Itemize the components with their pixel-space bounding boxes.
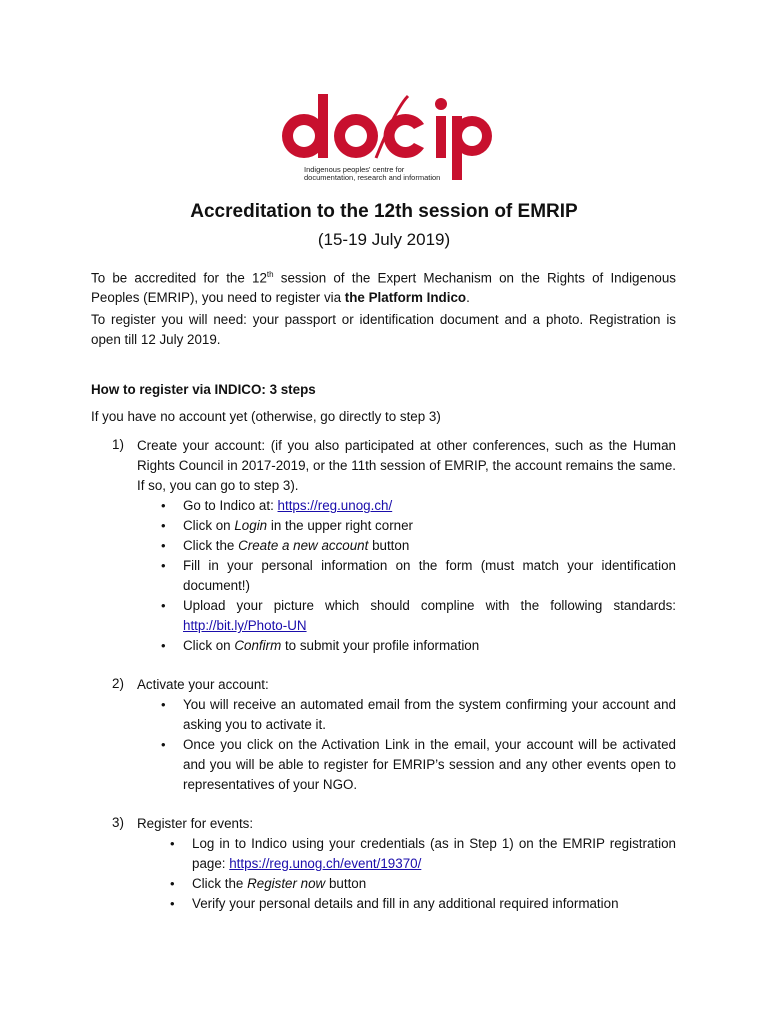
bullet-emphasis: Login xyxy=(234,518,268,533)
list-item xyxy=(170,874,676,894)
intro-p1-end: . xyxy=(466,290,470,306)
intro-p1-bold: the Platform Indico xyxy=(344,290,467,306)
step-1-bullets xyxy=(161,496,676,656)
list-item xyxy=(161,516,676,536)
intro-p1-text-b: session of the Expert Mechanism on the Rights of Indigenous Peoples (EMRIP), you need to register via xyxy=(91,270,676,306)
bullet-icon: • xyxy=(161,697,166,712)
bullet-icon: • xyxy=(170,876,175,891)
photo-standards-link[interactable]: http://bit.ly/Photo-UN xyxy=(183,618,307,633)
bullet-emphasis: Register now xyxy=(247,876,326,891)
bullet-emphasis: Confirm xyxy=(234,638,282,653)
step-2-number: 2) xyxy=(112,676,124,691)
howto-heading: How to register via INDICO: 3 steps xyxy=(91,382,316,397)
bullet-text: Log in to Indico using your credentials (as in Step 1) on the EMRIP registration page: xyxy=(192,836,676,871)
list-item xyxy=(161,556,676,596)
list-item xyxy=(170,894,676,914)
step-2-text: Activate your account: xyxy=(137,677,269,692)
intro-paragraph-2: To register you will need: your passport or identification document and a photo. Registration is open till 12 July 2019. xyxy=(91,312,676,347)
list-item xyxy=(161,636,676,656)
step-3-bullets xyxy=(170,834,676,914)
bullet-text: Click the xyxy=(192,876,248,891)
bullet-icon: • xyxy=(161,558,166,573)
page-title: Accreditation to the 12th session of EMRIP xyxy=(190,201,578,222)
bullet-text: to submit your profile information xyxy=(281,638,480,653)
list-item xyxy=(161,735,676,795)
step-2-bullets xyxy=(161,695,676,795)
emrip-registration-link[interactable]: https://reg.unog.ch/event/19370/ xyxy=(229,856,422,871)
howto-note: If you have no account yet (otherwise, go directly to step 3) xyxy=(91,409,441,424)
bullet-icon: • xyxy=(161,737,166,752)
bullet-text: Go to Indico at: xyxy=(183,498,278,513)
bullet-text: Fill in your personal information on the form (must match your identification document!) xyxy=(183,558,676,593)
step-1-number: 1) xyxy=(112,437,124,452)
step-3-number: 3) xyxy=(112,815,124,830)
list-item xyxy=(161,496,676,516)
bullet-text: in the upper right corner xyxy=(267,518,414,533)
logo-tagline xyxy=(304,166,440,182)
bullet-text: button xyxy=(325,876,367,891)
bullet-icon: • xyxy=(170,896,175,911)
bullet-text: Click the xyxy=(183,538,239,553)
step-1-text: Create your account: (if you also participated at other conferences, such as the Human Rights Council in 2017-2019, or the 11th session of EMRIP, the account remains the same. If so, you can go to step 3). xyxy=(137,438,676,493)
bullet-icon: • xyxy=(170,836,175,851)
bullet-text: Upload your picture which should compline with the following standards: xyxy=(183,598,676,613)
bullet-icon: • xyxy=(161,498,166,513)
step-3-text: Register for events: xyxy=(137,816,254,831)
bullet-icon: • xyxy=(161,598,166,613)
bullet-icon: • xyxy=(161,638,166,653)
bullet-icon: • xyxy=(161,518,166,533)
logo-tagline-line-2: documentation, research and information xyxy=(304,173,441,183)
intro-paragraph-1 xyxy=(91,265,676,308)
list-item xyxy=(170,834,676,874)
page-subtitle: (15-19 July 2019) xyxy=(317,230,451,249)
list-item xyxy=(161,596,676,636)
logo-tagline-line-1: Indigenous peoples' centre for xyxy=(304,165,405,174)
bullet-emphasis: Create a new account xyxy=(238,538,369,553)
list-item xyxy=(161,536,676,556)
bullet-text: Once you click on the Activation Link in the email, your account will be activated and you will be able to register for EMRIP’s session and any other events open to representatives of your NGO. xyxy=(183,737,676,792)
bullet-text: Click on xyxy=(183,518,235,533)
indico-link[interactable]: https://reg.unog.ch/ xyxy=(277,498,393,513)
bullet-icon: • xyxy=(161,538,166,553)
intro-p1-text-a: To be accredited for the 12 xyxy=(91,270,267,286)
list-item xyxy=(161,695,676,735)
bullet-text: Verify your personal details and fill in any additional required information xyxy=(192,896,619,911)
bullet-text: Click on xyxy=(183,638,235,653)
bullet-text: button xyxy=(368,538,410,553)
bullet-text: You will receive an automated email from the system confirming your account and asking you to activate it. xyxy=(183,697,676,732)
intro-p1-sup: th xyxy=(266,270,274,279)
